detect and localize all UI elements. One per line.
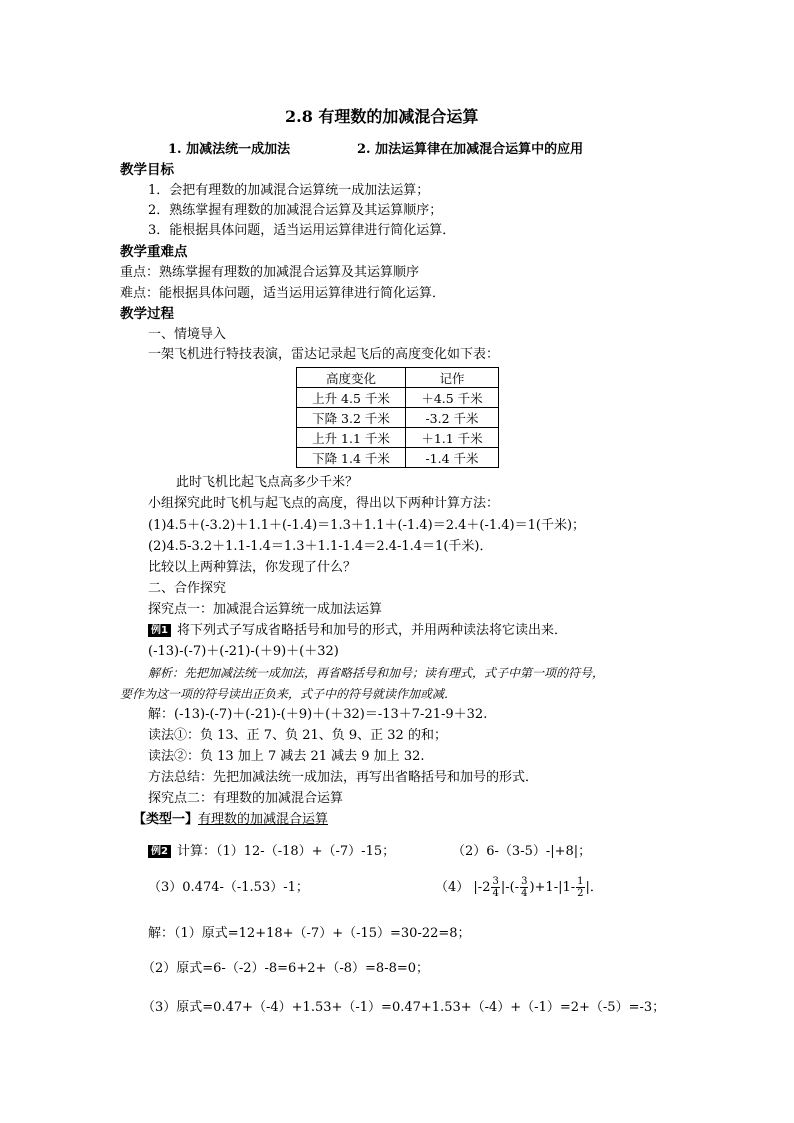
example1-text: 将下列式子写成省略括号和加号的形式，并用两种读法将它读出来． [176,623,567,638]
table-header-cell: 高度变化 [297,368,406,388]
fraction [576,876,584,899]
table-cell: 下降 1.4 千米 [297,448,406,468]
table-row [297,388,499,408]
table-cell: ＋1.1 千米 [406,428,499,448]
goals-heading: 教学目标 [120,162,174,178]
example1-expr: (-13)-(-7)＋(-21)-(＋9)＋(＋32) [148,644,339,659]
fraction-numerator: 1 [577,876,584,887]
problem-4-label: （4） [435,880,470,895]
type1-line [133,810,328,830]
problem-3: （3）0.474-（-1.53）-1； [148,880,309,895]
table-header-cell: 记作 [406,368,499,388]
reading-2: 读法②：负 13 加上 7 减去 21 减去 9 加上 32. [148,749,425,764]
problem-2: （2）6-（3-5）-|+8|； [452,844,592,859]
fraction-numerator: 3 [521,876,528,887]
method-summary [148,768,538,788]
goal-item: 2．熟练掌握有理数的加减混合运算及其运算顺序； [148,203,443,218]
compare-text: 比较以上两种算法，你发现了什么？ [148,560,357,575]
problem-4-part: |-2 [473,880,491,895]
key-point-item: 难点：能根据具体问题，适当运用运算律进行简化运算． [120,286,446,301]
subtitle-2: 2. 加法运算律在加减混合运算中的应用 [357,142,584,157]
example2-lead: 计算： [176,844,216,859]
table-row [297,428,499,448]
key-point-item: 重点：熟练掌握有理数的加减混合运算及其运算顺序 [120,265,420,280]
example2-line [148,842,395,862]
fraction-denominator: 4 [521,888,528,899]
table-cell: 上升 4.5 千米 [297,388,406,408]
solution-2: （2）原式=6-（-2）-8=6+2+（-8）=8-8=0； [142,961,430,976]
fraction [520,876,528,899]
reading-1: 读法①：负 13、正 7、负 21、负 9、正 32 的和； [148,728,447,743]
fraction [491,876,499,899]
table-row [297,448,499,468]
solution-3: （3）原式=0.47+（-4）+1.53+（-1）=0.47+1.53+（-4）+（-1）=2+（-5）=-3； [142,1000,666,1015]
example-badge: 例2 [148,845,171,858]
key-points-heading: 教学重难点 [120,244,188,260]
group-text: 小组探究此时飞机与起飞点的高度，得出以下两种计算方法： [148,496,500,511]
type1-label: 有理数的加减混合运算 [198,812,329,827]
goal-item: 3．能根据具体问题，适当运用运算律进行简化运算． [148,223,456,238]
solution-1: 解：（1）原式=12+18+（-7）+（-15）=30-22=8； [148,926,471,941]
fraction-numerator: 3 [492,876,499,887]
goal-item: 1．会把有理数的加减混合运算统一成加法运算； [148,183,430,198]
summary-text: 方法总结：先把加减法统一成加法，再写出省略括号和加号的形式． [148,770,539,785]
analysis-line-1: 解析：先把加减法统一成加法，再省略括号和加号；读有理式，式子中第一项的符号， [148,666,605,680]
subtitle-1: 1. 加减法统一成加法 [168,142,291,157]
question-text: 此时飞机比起飞点高多少千米？ [176,475,359,490]
problem-4-part: |-(- [500,880,520,895]
table-cell: -1.4 千米 [406,448,499,468]
process-heading: 教学过程 [120,306,174,322]
point1-text: 探究点一：加减混合运算统一成加法运算 [148,602,383,617]
solution-text: 解：(-13)-(-7)＋(-21)-(＋9)＋(＋32)＝-13＋7-21-9＋32. [148,707,488,722]
table-cell: 上升 1.1 千米 [297,428,406,448]
fraction-denominator: 4 [492,888,499,899]
method-1: (1)4.5＋(-3.2)＋1.1＋(-1.4)＝1.3＋1.1＋(-1.4)＝2.4＋(-1.4)＝1(千米)； [148,518,586,533]
altitude-table [296,367,499,468]
table-cell: ＋4.5 千米 [406,388,499,408]
part1-heading: 一、情境导入 [148,327,227,342]
example-badge: 例1 [148,624,171,637]
analysis-line-2: 要作为这一项的符号读出正负来，式子中的符号就读作加或减． [120,687,457,701]
part2-heading: 二、合作探究 [148,581,227,596]
table-cell: -3.2 千米 [406,408,499,428]
problem-4-part: |． [585,880,603,895]
page-title: 2.8 有理数的加减混合运算 [285,107,479,126]
type1-prefix: 【类型一】 [133,812,199,827]
problem-4-part: )+1-|1- [529,880,576,895]
table-row [297,408,499,428]
point2-text: 探究点二：有理数的加减混合运算 [148,791,344,806]
intro-text: 一架飞机进行特技表演，雷达记录起飞后的高度变化如下表： [148,347,500,362]
table-header-row [297,368,499,388]
method-2: (2)4.5-3.2＋1.1-1.4＝1.3＋1.1-1.4＝2.4-1.4＝1(千米)． [148,539,493,554]
example1-line [148,621,567,641]
problem-4 [435,876,603,900]
problem-1: （1）12-（-18）+（-7）-15； [215,844,396,859]
table-cell: 下降 3.2 千米 [297,408,406,428]
fraction-denominator: 2 [577,888,584,899]
